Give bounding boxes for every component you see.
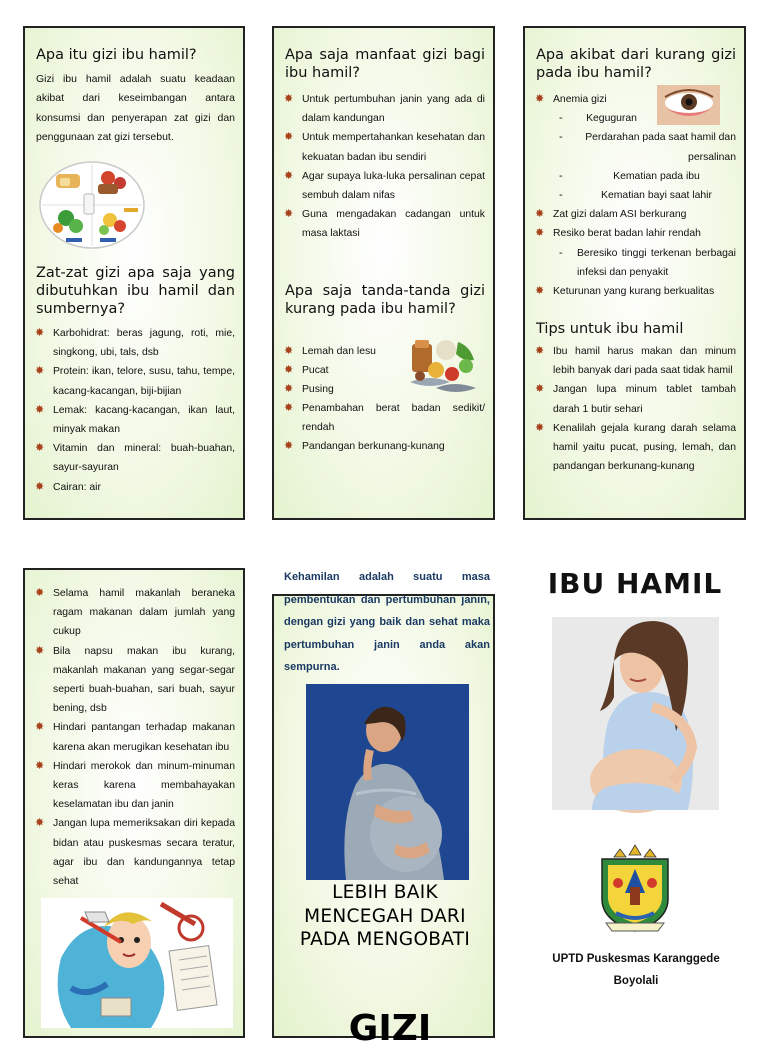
boyolali-emblem-logo: [596, 843, 674, 935]
list-item: ✸ Hindari pantangan terhadap makanan karena akan merugikan kesehatan ibu: [33, 718, 235, 756]
flower-bullet-icon: ✸: [35, 480, 45, 493]
flower-bullet-icon: ✸: [284, 93, 294, 105]
anemia-eye-photo: [657, 85, 720, 125]
list-item: - Perdarahan pada saat hamil dan persalinan: [533, 128, 736, 166]
list-item: ✸ Hindari merokok dan minum-minuman keras karena membahayakan keselamatan ibu dan janin: [33, 757, 235, 815]
flower-bullet-icon: ✸: [535, 285, 545, 298]
list-tanda: [282, 342, 403, 400]
flower-bullet-icon: ✸: [284, 383, 294, 396]
list-item: ✸ Bila napsu makan ibu kurang, makanlah makanan yang segar-segar seperti buah-buahan, sari buah, sayur bening, dsb: [33, 642, 235, 719]
heading-manfaat-gizi: Apa saja manfaat gizi bagi ibu hamil?: [285, 47, 485, 81]
list-item: ✸ Guna mengadakan cadangan untuk masa laktasi: [282, 205, 485, 243]
list-manfaat: [282, 90, 485, 244]
dash-bullet: -: [559, 189, 563, 202]
list-item: ✸ Resiko berat badan lahir rendah: [533, 224, 736, 243]
heading-akibat-kurang-gizi: Apa akibat dari kurang gizi pada ibu hamil?: [536, 47, 736, 81]
flower-bullet-icon: ✸: [35, 759, 45, 772]
flower-bullet-icon: ✸: [284, 440, 294, 453]
list-item: ✸ Keturunan yang kurang berkualitas: [533, 282, 736, 301]
list-item: - Beresiko tinggi terkenan berbagai infeksi dan penyakit: [533, 244, 736, 282]
heading-zat-gizi: Zat-zat gizi apa saja yang dibutuhkan ibu hamil dan sumbernya?: [36, 265, 235, 317]
list-item: ✸ Protein: ikan, telore, susu, tahu, tempe, kacang-kacangan, biji-bijian: [33, 362, 235, 400]
slogan-line: PADA MENGOBATI: [299, 929, 471, 950]
list-item: ✸ Pusing: [282, 380, 403, 399]
flower-bullet-icon: ✸: [35, 403, 45, 416]
heading-apa-itu-gizi: Apa itu gizi ibu hamil?: [36, 47, 197, 63]
flower-bullet-icon: ✸: [284, 345, 294, 357]
list-item: - Kematian bayi saat lahir: [533, 186, 736, 205]
dash-bullet: -: [559, 112, 563, 125]
panel-anjuran: [23, 568, 245, 1038]
flower-bullet-icon: ✸: [35, 644, 45, 657]
flower-bullet-icon: ✸: [535, 421, 545, 434]
flower-bullet-icon: ✸: [535, 227, 545, 240]
flower-bullet-icon: ✸: [35, 587, 45, 599]
flower-bullet-icon: ✸: [35, 721, 45, 734]
list-anjuran: [33, 584, 235, 891]
food-pile-illustration: [406, 336, 482, 394]
panel-gizi-definition: [23, 26, 245, 520]
list-item: ✸ Pandangan berkunang-kunang: [282, 437, 485, 456]
list-item: ✸ Vitamin dan mineral: buah-buahan, sayur-sayuran: [33, 439, 235, 477]
list-item: - Keguguran: [533, 109, 736, 128]
flower-bullet-icon: ✸: [535, 93, 545, 105]
bottom-title: GIZI: [348, 1008, 432, 1049]
flower-bullet-icon: ✸: [284, 131, 294, 144]
flower-bullet-icon: ✸: [284, 364, 294, 377]
list-item: ✸ Lemah dan lesu: [282, 342, 403, 361]
org-city: Boyolali: [613, 975, 659, 987]
food-plate-illustration: [38, 160, 146, 250]
flower-bullet-icon: ✸: [35, 817, 45, 830]
list-zat-gizi: [33, 324, 235, 497]
flower-bullet-icon: ✸: [535, 345, 545, 357]
list-item: ✸ Selama hamil makanlah beraneka ragam makanan dalam jumlah yang cukup: [33, 584, 235, 642]
dash-bullet: -: [559, 131, 563, 144]
slogan: [280, 881, 490, 952]
intro-text: Kehamilan adalah suatu masa pembentukan dan pertumbuhan janin, dengan gizi yang baik dan sehat maka pertumbuhan janin anda akan sempurna.: [284, 571, 490, 673]
list-item: ✸ Anemia gizi: [533, 90, 736, 109]
paragraph-definition: Gizi ibu hamil adalah suatu keadaan akibat dari keseimbangan antara konsumsi dan penyerapan zat gizi dan penggunaan zat gizi tersebut.: [36, 73, 235, 143]
org-name: UPTD Puskesmas Karanggede: [552, 953, 720, 965]
list-tanda-cont: [282, 399, 485, 457]
list-item: ✸ Pucat: [282, 361, 403, 380]
cover-title: IBU HAMIL: [547, 567, 723, 600]
list-item: ✸ Untuk pertumbuhan janin yang ada di dalam kandungan: [282, 90, 485, 128]
cover-woman-photo: [552, 617, 719, 810]
list-item: ✸ Karbohidrat: beras jagung, roti, mie, singkong, ubi, tals, dsb: [33, 324, 235, 362]
list-item: - Kematian pada ibu: [533, 167, 736, 186]
dash-bullet: -: [559, 169, 563, 182]
flower-bullet-icon: ✸: [284, 208, 294, 221]
flower-bullet-icon: ✸: [535, 208, 545, 221]
slogan-line: LEBIH BAIK: [332, 882, 438, 903]
flower-bullet-icon: ✸: [35, 365, 45, 378]
flower-bullet-icon: ✸: [284, 402, 294, 414]
list-item: ✸ Kenalilah gejala kurang darah selama hamil yaitu pucat, pusing, lemah, dan pandangan berkunang-kunang: [533, 419, 736, 477]
flower-bullet-icon: ✸: [35, 442, 45, 455]
cover-organization: [528, 948, 744, 992]
list-item: ✸ Zat gizi dalam ASI berkurang: [533, 205, 736, 224]
list-item: ✸ Lemak: kacang-kacangan, ikan laut, minyak makan: [33, 401, 235, 439]
heading-tanda-gizi-kurang: Apa saja tanda-tanda gizi kurang pada ibu hamil?: [285, 283, 485, 317]
panel-akibat-kurang-gizi: [523, 26, 746, 520]
list-item: ✸ Penambahan berat badan sedikit/ rendah: [282, 399, 485, 437]
flower-bullet-icon: ✸: [535, 383, 545, 396]
slogan-line: MENCEGAH DARI: [304, 905, 466, 927]
dash-bullet: -: [559, 246, 563, 259]
cartoon-woman-illustration: [41, 898, 233, 1028]
flower-bullet-icon: ✸: [284, 169, 294, 182]
list-item: ✸ Cairan: air: [33, 478, 235, 497]
list-item: ✸ Jangan lupa memeriksakan diri kepada bidan atau puskesmas secara teratur, agar ibu dan kandungannya tetap sehat: [33, 814, 235, 891]
list-item: ✸ Agar supaya luka-luka persalinan cepat sembuh dalam nifas: [282, 167, 485, 205]
list-item: ✸ Ibu hamil harus makan dan minum lebih banyak dari pada saat tidak hamil: [533, 342, 736, 380]
list-item: ✸ Jangan lupa minum tablet tambah darah 1 butir sehari: [533, 380, 736, 418]
list-item: ✸ Untuk mempertahankan kesehatan dan kekuatan badan ibu sendiri: [282, 128, 485, 166]
list-tips: [533, 342, 736, 476]
pregnant-woman-photo: [306, 684, 469, 880]
flower-bullet-icon: ✸: [35, 327, 45, 339]
panel-manfaat-gizi: [272, 26, 495, 520]
heading-tips: Tips untuk ibu hamil: [536, 321, 684, 337]
